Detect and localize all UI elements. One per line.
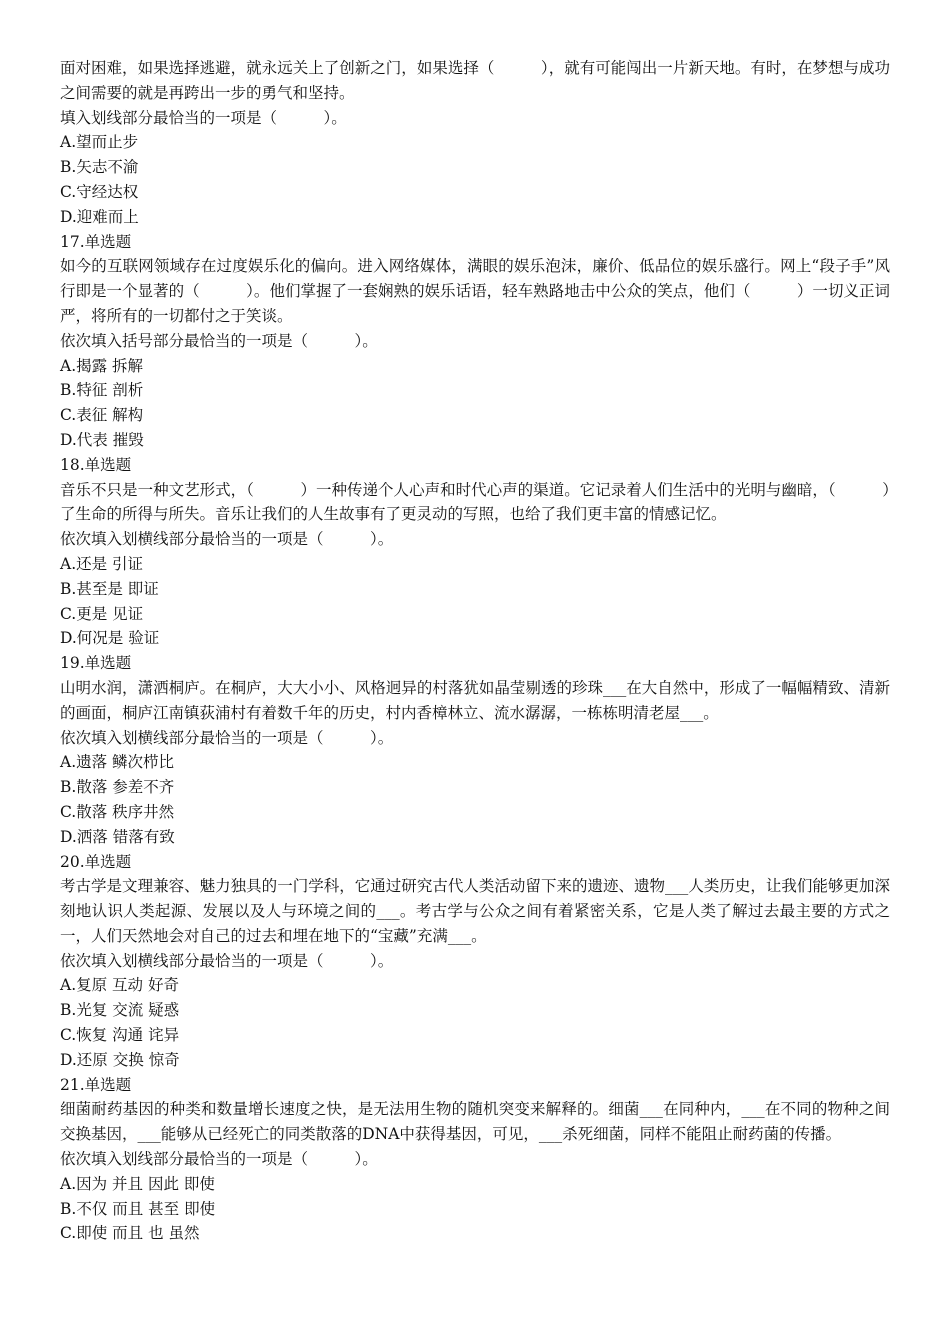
option-a: A.望而止步 bbox=[60, 133, 139, 152]
option-b: B.甚至是 即证 bbox=[60, 579, 159, 598]
option-a: A.遗落 鳞次栉比 bbox=[60, 753, 175, 772]
question-passage: 考古学是文理兼容、魅力独具的一门学科，它通过研究古代人类活动留下来的遗迹、遗物___人类历史，让我们能够更加深刻地认识人类起源、发展以及人与环境之间的___。考古学与公众之间有着紧密关系，它是人类了解过去最主要的方式之一，人们天然地会对自己的过去和埋在地下的“宝藏”充满___。 bbox=[60, 877, 890, 945]
option-d: D.洒落 错落有致 bbox=[60, 827, 175, 846]
option-a: A.复原 互动 好奇 bbox=[60, 976, 179, 995]
question-prompt: 依次填入括号部分最恰当的一项是（ ）。 bbox=[60, 331, 378, 350]
question-block-18 bbox=[60, 453, 890, 651]
option-c: C.恢复 沟通 诧异 bbox=[60, 1026, 180, 1045]
option-d: D.迎难而上 bbox=[60, 207, 139, 226]
question-header: 19.单选题 bbox=[60, 654, 132, 673]
option-c: C.更是 见证 bbox=[60, 604, 144, 623]
document-page bbox=[60, 56, 890, 1246]
option-b: B.特征 剖析 bbox=[60, 381, 144, 400]
question-passage: 山明水润，潇洒桐庐。在桐庐，大大小小、风格迥异的村落犹如晶莹剔透的珍珠___在大自然中，形成了一幅幅精致、清新的画面，桐庐江南镇荻浦村有着数千年的历史，村内香樟林立、流水潺潺，一栋栋明清老屋___。 bbox=[60, 678, 890, 722]
question-block-21 bbox=[60, 1073, 890, 1247]
question-header: 17.单选题 bbox=[60, 232, 132, 251]
option-b: B.不仅 而且 甚至 即使 bbox=[60, 1199, 216, 1218]
question-block-19 bbox=[60, 651, 890, 849]
option-b: B.光复 交流 疑惑 bbox=[60, 1001, 180, 1020]
option-b: B.矢志不渝 bbox=[60, 158, 139, 177]
question-passage: 如今的互联网领域存在过度娱乐化的偏向。进入网络媒体，满眼的娱乐泡沫，廉价、低品位的娱乐盛行。网上“段子手”风行即是一个显著的（ ）。他们掌握了一套娴熟的娱乐话语，轻车熟路地击中公众的笑点，他们（ ）一切义正词严，将所有的一切都付之于笑谈。 bbox=[60, 257, 890, 325]
question-passage: 面对困难，如果选择逃避，就永远关上了创新之门，如果选择（ ），就有可能闯出一片新天地。有时，在梦想与成功之间需要的就是再跨出一步的勇气和坚持。 bbox=[60, 59, 890, 102]
option-d: D.何况是 验证 bbox=[60, 629, 160, 648]
question-block-16 bbox=[60, 56, 890, 230]
option-a: A.还是 引证 bbox=[60, 554, 144, 573]
question-block-17 bbox=[60, 230, 890, 453]
option-b: B.散落 参差不齐 bbox=[60, 778, 175, 797]
question-header: 21.单选题 bbox=[60, 1075, 132, 1094]
question-prompt: 依次填入划横线部分最恰当的一项是（ ）。 bbox=[60, 530, 394, 549]
option-c: C.表征 解构 bbox=[60, 406, 144, 425]
question-prompt: 依次填入划横线部分最恰当的一项是（ ）。 bbox=[60, 951, 394, 970]
question-header: 20.单选题 bbox=[60, 852, 132, 871]
question-block-20 bbox=[60, 850, 890, 1073]
question-prompt: 依次填入划横线部分最恰当的一项是（ ）。 bbox=[60, 728, 394, 747]
question-prompt: 依次填入划线部分最恰当的一项是（ ）。 bbox=[60, 1150, 378, 1169]
option-c: C.守经达权 bbox=[60, 182, 139, 201]
question-passage: 细菌耐药基因的种类和数量增长速度之快，是无法用生物的随机突变来解释的。细菌___在同种内，___在不同的物种之间交换基因，___能够从已经死亡的同类散落的DNA中获得基因，可见，___杀死细菌，同样不能阻止耐药菌的传播。 bbox=[60, 1100, 890, 1144]
option-d: D.代表 摧毁 bbox=[60, 430, 144, 449]
question-passage: 音乐不只是一种文艺形式，（ ）一种传递个人心声和时代心声的渠道。它记录着人们生活中的光明与幽暗，（ ）了生命的所得与所失。音乐让我们的人生故事有了更灵动的写照，也给了我们更丰富的情感记忆。 bbox=[60, 480, 890, 524]
option-d: D.还原 交换 惊奇 bbox=[60, 1050, 180, 1069]
option-a: A.因为 并且 因此 即使 bbox=[60, 1174, 215, 1193]
option-c: C.散落 秩序井然 bbox=[60, 802, 175, 821]
option-a: A.揭露 拆解 bbox=[60, 356, 144, 375]
question-prompt: 填入划线部分最恰当的一项是（ ）。 bbox=[60, 108, 347, 127]
option-c: C.即使 而且 也 虽然 bbox=[60, 1224, 200, 1243]
question-header: 18.单选题 bbox=[60, 455, 132, 474]
